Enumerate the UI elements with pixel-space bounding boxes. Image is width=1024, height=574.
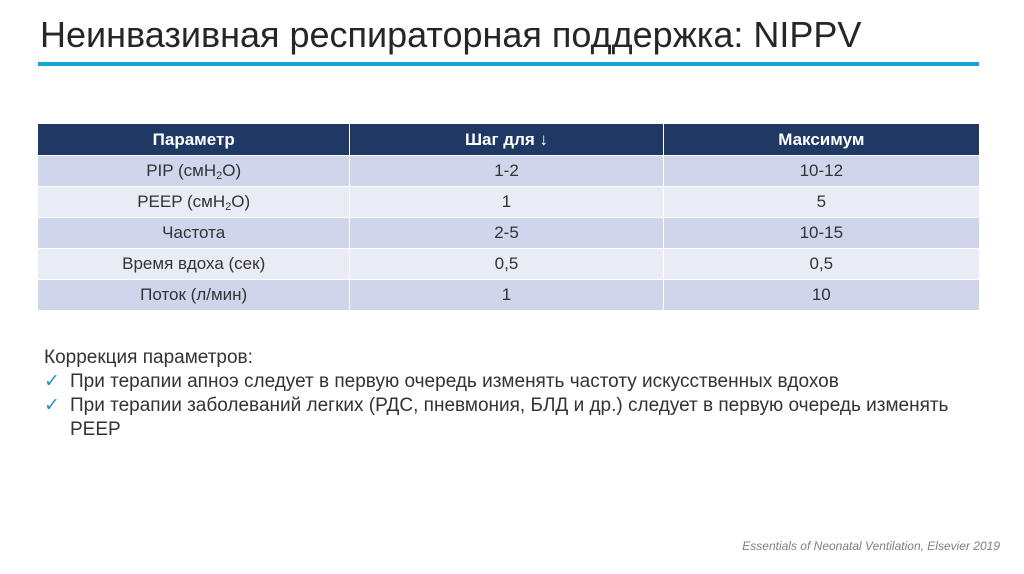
row-pip-max: 10-12 (663, 156, 979, 187)
row-flow-step: 1 (350, 280, 663, 311)
checkmark-icon: ✓ (44, 395, 60, 416)
note-lung-disease: При терапии заболеваний легких (РДС, пневмония, БЛД и др.) следует в первую очередь изменять PEEP (70, 395, 949, 440)
source-citation: Essentials of Neonatal Ventilation, Elsevier 2019 (742, 539, 1000, 553)
row-rate-param: Частота (38, 218, 350, 249)
header-parameter: Параметр (38, 124, 350, 156)
table-row (38, 280, 979, 311)
row-rate-step: 2-5 (350, 218, 663, 249)
header-step-down: Шаг для ↓ (350, 124, 663, 156)
list-item (44, 370, 974, 394)
slide-title: Неинвазивная респираторная поддержка: NIPPV (40, 14, 862, 55)
table-row (38, 187, 979, 218)
row-flow-param: Поток (л/мин) (38, 280, 350, 311)
note-apnea: При терапии апноэ следует в первую очередь изменять частоту искусственных вдохов (70, 371, 839, 392)
row-inspiratory-time-step: 0,5 (350, 249, 663, 280)
row-peep-step: 1 (350, 187, 663, 218)
title-underline (38, 62, 979, 66)
correction-notes (44, 346, 974, 442)
row-flow-max: 10 (663, 280, 979, 311)
row-pip-param: PIP (смH$_2$O) (38, 156, 350, 187)
row-peep-param: PEEP (смH$_2$O) (38, 187, 350, 218)
row-peep-max: 5 (663, 187, 979, 218)
row-rate-max: 10-15 (663, 218, 979, 249)
header-maximum: Максимум (663, 124, 979, 156)
row-inspiratory-time-param: Время вдоха (сек) (38, 249, 350, 280)
notes-heading: Коррекция параметров: (44, 347, 253, 368)
parameters-table (38, 124, 979, 310)
row-pip-step: 1-2 (350, 156, 663, 187)
checkmark-icon: ✓ (44, 371, 60, 392)
list-item (44, 394, 974, 442)
row-inspiratory-time-max: 0,5 (663, 249, 979, 280)
table-row (38, 156, 979, 187)
table-row (38, 218, 979, 249)
table-row (38, 249, 979, 280)
table-header-row (38, 124, 979, 156)
